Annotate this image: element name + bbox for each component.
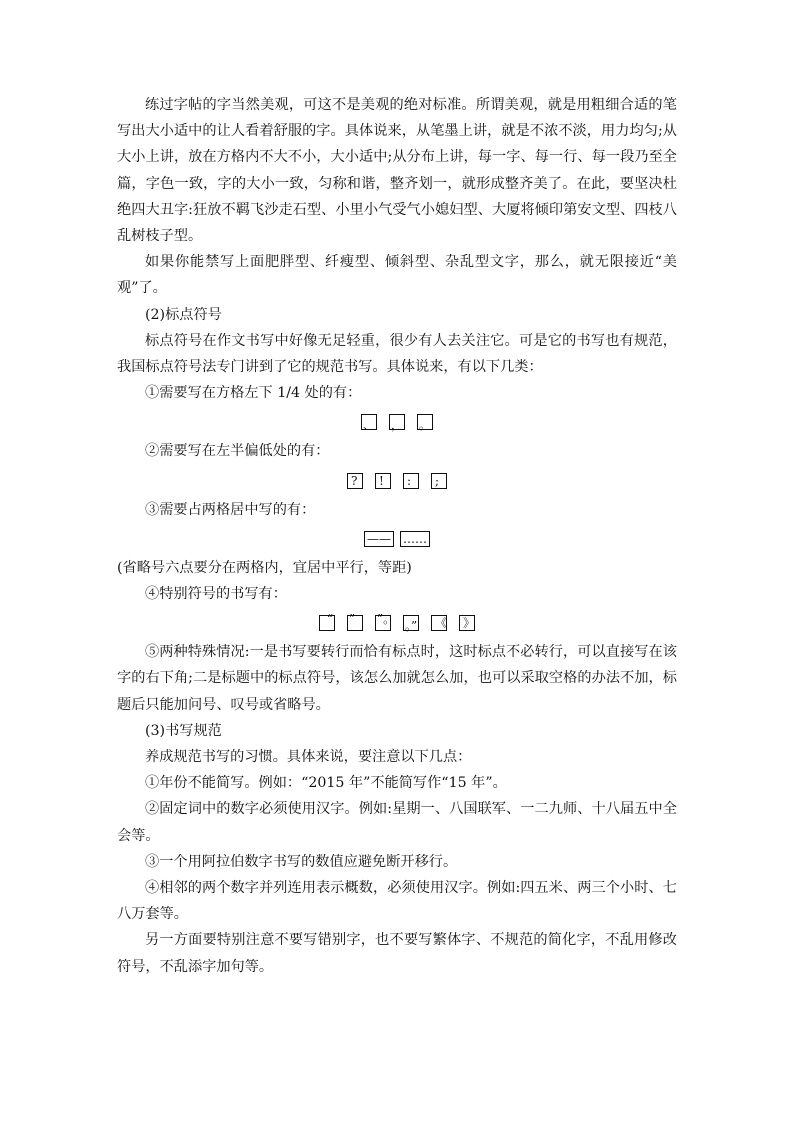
paragraph-punctuation-intro: 标点符号在作文书写中好像无足轻重，很少有人去关注它。可是它的书写也有规范，我国标点符号法专门讲到了它的规范书写。具体说来，有以下几类： (117, 332, 677, 376)
symbol-box: …… (400, 531, 430, 547)
symbol-box: 。 (417, 414, 433, 430)
symbol-box: ! (375, 473, 391, 489)
item-left-low: ②需要写在左半偏低处的有： (145, 443, 330, 460)
paragraph-aesthetics: 练过字帖的字当然美观，可这不是美观的绝对标准。所谓美观，就是用粗细合适的笔写出大小适中的让人看着舒服的字。具体说来，从笔墨上讲，就是不浓不淡，用力均匀;从大小上讲，放在方格内不大不小，大小适中;从分布上讲，每一字、每一行、每一段乃至全篇，字色一致，字的大小一致，匀称和谐，整齐划一，就形成整齐美了。在此，要坚决杜绝四大丑字:狂放不羁飞沙走石型、小里小气受气小媳妇型、大厦将倾印第安文型、四枝八乱树枝子型。 (117, 97, 677, 245)
symbol-box: ， (389, 414, 405, 430)
paragraph-closing-aesthetics: 如果你能禁写上面肥胖型、纤瘦型、倾斜型、杂乱型文字，那么，就无限接近“美观”了。 (117, 254, 677, 297)
symbol-box: ” (347, 615, 363, 631)
rule-year: ①年份不能简写。例如：“2015 年”不能简写作“15 年”。 (145, 775, 507, 792)
symbol-row-lower-left (117, 406, 677, 438)
symbol-box: 。” (403, 615, 419, 631)
item-special-cases: ⑤两种特殊情况:一是书写要转行而恰有标点时，这时标点不必转行，可以直接写在该字的右下角;二是标题中的标点符号，该怎么加就怎么加，也可以采取空格的办法不加，标题后只能加问号、叹号或省略号。 (117, 644, 677, 713)
symbol-box: 》 (459, 615, 475, 631)
symbol-box: 、 (361, 414, 377, 430)
document-page (117, 92, 677, 980)
symbol-box: —— (364, 531, 394, 547)
rule-approximate: ④相邻的两个数字并列连用表示概数，必须使用汉字。例如:四五米、两三个小时、七八万套等。 (117, 880, 677, 923)
symbol-box: ”。 (375, 615, 391, 631)
symbol-box: ; (431, 473, 447, 489)
symbol-box: “ (319, 615, 335, 631)
symbol-row-left-low (117, 465, 677, 497)
rule-no-break: ③一个用阿拉伯数字书写的数值应避免断开移行。 (145, 853, 458, 870)
heading-writing-norms: (3)书写规范 (145, 722, 222, 739)
paragraph-closing: 另一方面要特别注意不要写错别字，也不要写繁体字、不规范的简化字，不乱用修改符号，不乱添字加句等。 (117, 932, 677, 975)
symbol-box: 《 (431, 615, 447, 631)
symbol-row-special (117, 607, 677, 639)
symbol-box: : (403, 473, 419, 489)
paragraph-norms-intro: 养成规范书写的习惯。具体来说，要注意以下几点： (145, 749, 472, 766)
item-special: ④特别符号的书写有： (145, 586, 287, 603)
heading-punctuation: (2)标点符号 (145, 306, 222, 323)
symbol-row-two-cells (117, 523, 677, 555)
symbol-box: ? (347, 473, 363, 489)
item-two-cells: ③需要占两格居中写的有： (145, 501, 316, 518)
item-lower-left: ①需要写在方格左下 1/4 处的有： (145, 385, 362, 402)
rule-fixed-words: ②固定词中的数字必须使用汉字。例如:星期一、八国联军、一二九师、十八届五中全会等。 (117, 801, 677, 844)
note-ellipsis: (省略号六点要分在两格内，宜居中平行，等距) (117, 559, 412, 576)
